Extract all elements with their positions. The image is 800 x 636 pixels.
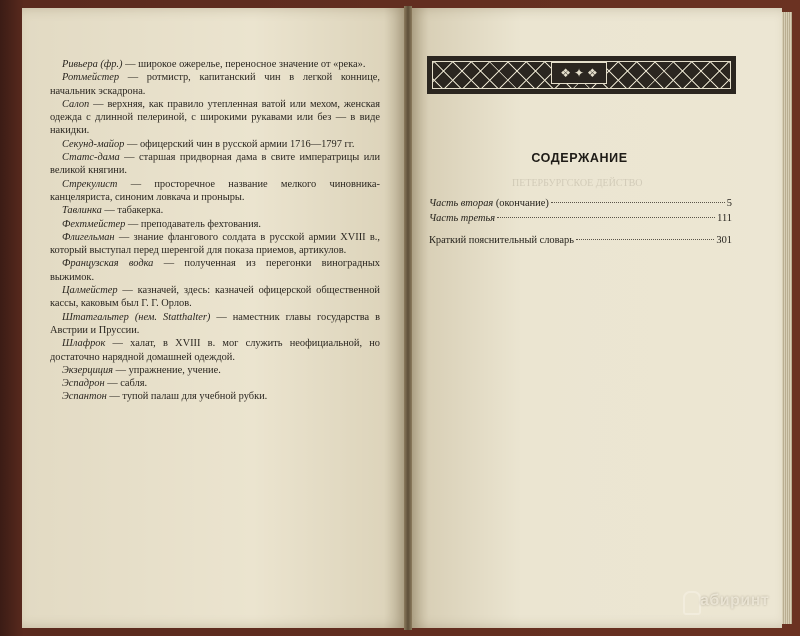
toc-item-label-rest: (окончание) (493, 198, 549, 209)
toc-item-page: 301 (716, 235, 732, 246)
glossary-term: Экзерциция (62, 364, 113, 376)
glossary-definition: — офицерский чин в русской армии 1716—1797 гг. (124, 138, 355, 150)
toc-item-label (429, 213, 495, 224)
toc-item[interactable] (429, 235, 732, 248)
glossary-entry (50, 337, 380, 364)
glossary-entry (50, 364, 380, 377)
toc-item[interactable] (429, 213, 732, 226)
toc-item-label-italic: Часть третья (429, 213, 496, 224)
glossary-entry (50, 204, 380, 217)
glossary-definition: — старшая придворная дама в свите императрицы или великой княгини. (50, 152, 380, 177)
glossary-entry (50, 311, 380, 338)
glossary-definition: — табакерка. (101, 205, 164, 217)
glossary-term: Статс-дама (62, 152, 120, 164)
glossary-definition: — тупой палаш для учебной рубки. (106, 391, 268, 403)
glossary-definition: — наместник главы государства в Австрии и Пруссии. (50, 311, 380, 336)
glossary-term: Тавлинка (62, 205, 102, 217)
watermark-text: абиринт (700, 592, 770, 609)
bleed-through-text: ПЕТЕРБУРГСКОЕ ДЕЙСТВО (512, 178, 643, 189)
glossary-entry (50, 58, 380, 71)
toc-item-label (429, 198, 549, 209)
glossary-definition: — просторечное название мелкого чиновника-канцеляриста, синоним ловкача и проныры. (50, 178, 380, 203)
ornament-center-medallion: ❖ ✦ ❖ (551, 62, 607, 84)
glossary-entry (50, 98, 380, 138)
glossary-term: Ротмейстер (62, 72, 120, 84)
glossary-definition: — знание флангового солдата в русской армии XVIII в., который выступал перед шеренгой для показа приемов, артикулов. (50, 231, 380, 257)
glossary-term: Штатгальтер (нем. Statthalter) (62, 311, 211, 323)
glossary-term: Флигельман (62, 231, 115, 243)
glossary-definition: — преподаватель фехтования. (125, 218, 262, 230)
toc-leader-dots (497, 217, 715, 218)
toc-item-label-rest: Краткий пояснительный словарь (429, 235, 574, 246)
glossary-definition: — полученная из перегонки виноградных выжимок. (50, 258, 381, 283)
glossary-entry (50, 178, 380, 205)
glossary-term: Французская водка (62, 258, 154, 270)
toc-leader-dots (551, 202, 725, 203)
glossary-entry (50, 138, 380, 151)
toc-leader-dots (576, 239, 714, 240)
glossary-entry (50, 231, 380, 258)
glossary-definition: — верхняя, как правило утепленная ватой или мехом, женская одежда с длинной пелериной, с широкими рукавами или без — в виде накидки. (50, 98, 380, 137)
glossary-term: Секунд-майор (62, 138, 125, 150)
glossary-definition: — широкое ожерелье, переносное значение от «река». (122, 59, 366, 70)
toc-title: СОДЕРЖАНИЕ (531, 151, 628, 165)
glossary-entry (50, 390, 380, 403)
toc-item-label (429, 235, 574, 246)
book-gutter (404, 6, 412, 630)
glossary-term: Цалмейстер (62, 285, 118, 297)
glossary-entry (50, 71, 380, 98)
glossary-definition: — ротмистр, капитанский чин в легкой коннице, начальник эскадрона. (50, 72, 380, 97)
page-edges (782, 12, 792, 624)
glossary-entry (50, 218, 380, 231)
toc-item[interactable] (429, 198, 732, 211)
table-of-contents (429, 198, 732, 250)
glossary-entry (50, 284, 380, 311)
glossary-term: Фехтмейстер (62, 218, 126, 230)
glossary-term: Салоп (62, 98, 90, 110)
glossary-term: Ривьера (фр.) (62, 59, 123, 70)
toc-item-label-italic: Часть вторая (429, 198, 494, 209)
glossary-list (50, 58, 380, 404)
decorative-ornament-band (427, 56, 736, 94)
glossary-entry (50, 151, 380, 178)
toc-item-page: 5 (726, 198, 732, 209)
glossary-entry (50, 377, 380, 390)
glossary-definition: — халат, в XVIII в. мог служить неофициальной, но достаточно нарядной домашней одеждой. (50, 338, 380, 363)
glossary-term: Шлафрок (62, 338, 106, 350)
toc-item-page: 111 (717, 213, 732, 224)
glossary-term: Эспантон (62, 391, 107, 403)
glossary-term: Стрекулист (62, 178, 118, 190)
glossary-entry (50, 257, 380, 284)
glossary-term: Эспадрон (62, 378, 105, 390)
glossary-definition: — сабля. (104, 378, 148, 390)
glossary-definition: — казначей, здесь: казначей офицерской общественной кассы, каковым был Г. Г. Орлов. (50, 285, 380, 310)
right-page (410, 8, 782, 628)
glossary-definition: — упражнение, учение. (113, 364, 221, 376)
